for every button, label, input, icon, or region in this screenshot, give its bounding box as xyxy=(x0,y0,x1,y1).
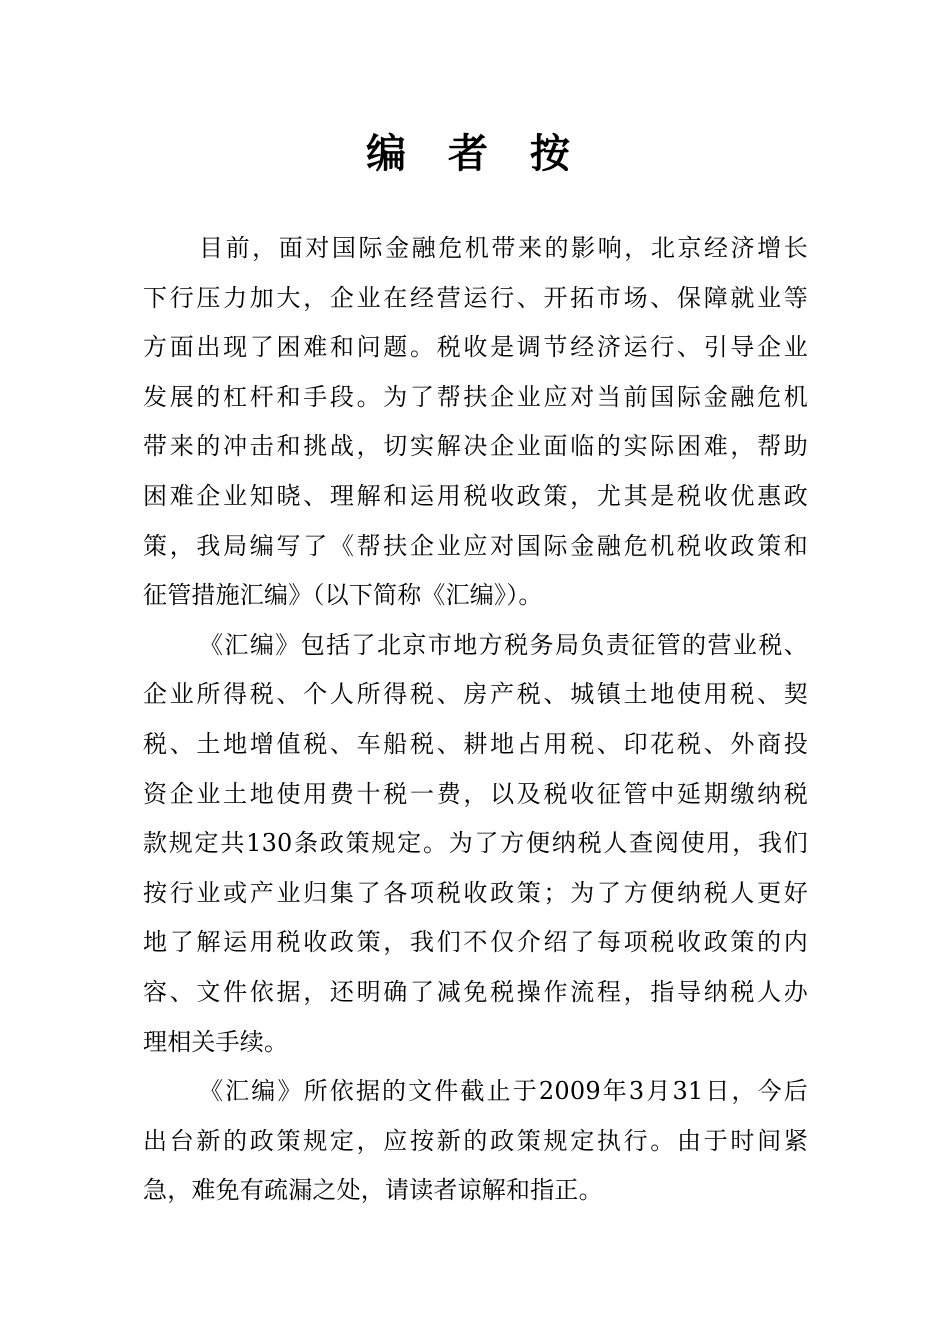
paragraph-3 xyxy=(143,1067,808,1216)
paragraph-2 xyxy=(143,621,808,1067)
paragraph-1 xyxy=(143,224,808,621)
text-line: 《汇编》包括了北京市地方税务局负责征管的营业税、 xyxy=(199,630,808,659)
text-line: 地了解运用税收政策，我们不仅介绍了每项税收政策的内 xyxy=(143,928,808,957)
text-line: 出台新的政策规定，应按新的政策规定执行。由于时间紧 xyxy=(143,1126,808,1155)
text-line: 按行业或产业归集了各项税收政策；为了方便纳税人更好 xyxy=(143,878,808,907)
text-line: 理相关手续。 xyxy=(143,1027,289,1056)
text-line: 征管措施汇编》（以下简称《汇编》）。 xyxy=(143,581,543,610)
text-line: 税、土地增值税、车船税、耕地占用税、印花税、外商投 xyxy=(143,729,808,758)
text-line: 困难企业知晓、理解和运用税收政策，尤其是税收优惠政 xyxy=(143,481,808,510)
text-line: 《汇编》所依据的文件截止于2009年3月31日，今后 xyxy=(199,1077,808,1106)
text-line: 企业所得税、个人所得税、房产税、城镇土地使用税、契 xyxy=(143,680,808,709)
page-title: 编 者 按 xyxy=(366,130,584,177)
text-line: 款规定共130条政策规定。为了方便纳税人查阅使用，我们 xyxy=(143,829,808,858)
text-line: 资企业土地使用费十税一费，以及税收征管中延期缴纳税 xyxy=(143,779,808,808)
text-line: 急，难免有疏漏之处，请读者谅解和指正。 xyxy=(143,1176,603,1205)
text-line: 容、文件依据，还明确了减免税操作流程，指导纳税人办 xyxy=(143,977,808,1006)
text-line: 下行压力加大，企业在经营运行、开拓市场、保障就业等 xyxy=(143,283,808,312)
document-body xyxy=(143,224,808,1216)
text-line: 发展的杠杆和手段。为了帮扶企业应对当前国际金融危机 xyxy=(143,382,808,411)
text-line: 目前，面对国际金融危机带来的影响，北京经济增长 xyxy=(199,234,808,262)
text-line: 带来的冲击和挑战，切实解决企业面临的实际困难，帮助 xyxy=(143,432,808,461)
text-line: 策，我局编写了《帮扶企业应对国际金融危机税收政策和 xyxy=(143,531,808,560)
text-line: 方面出现了困难和问题。税收是调节经济运行、引导企业 xyxy=(143,333,808,362)
